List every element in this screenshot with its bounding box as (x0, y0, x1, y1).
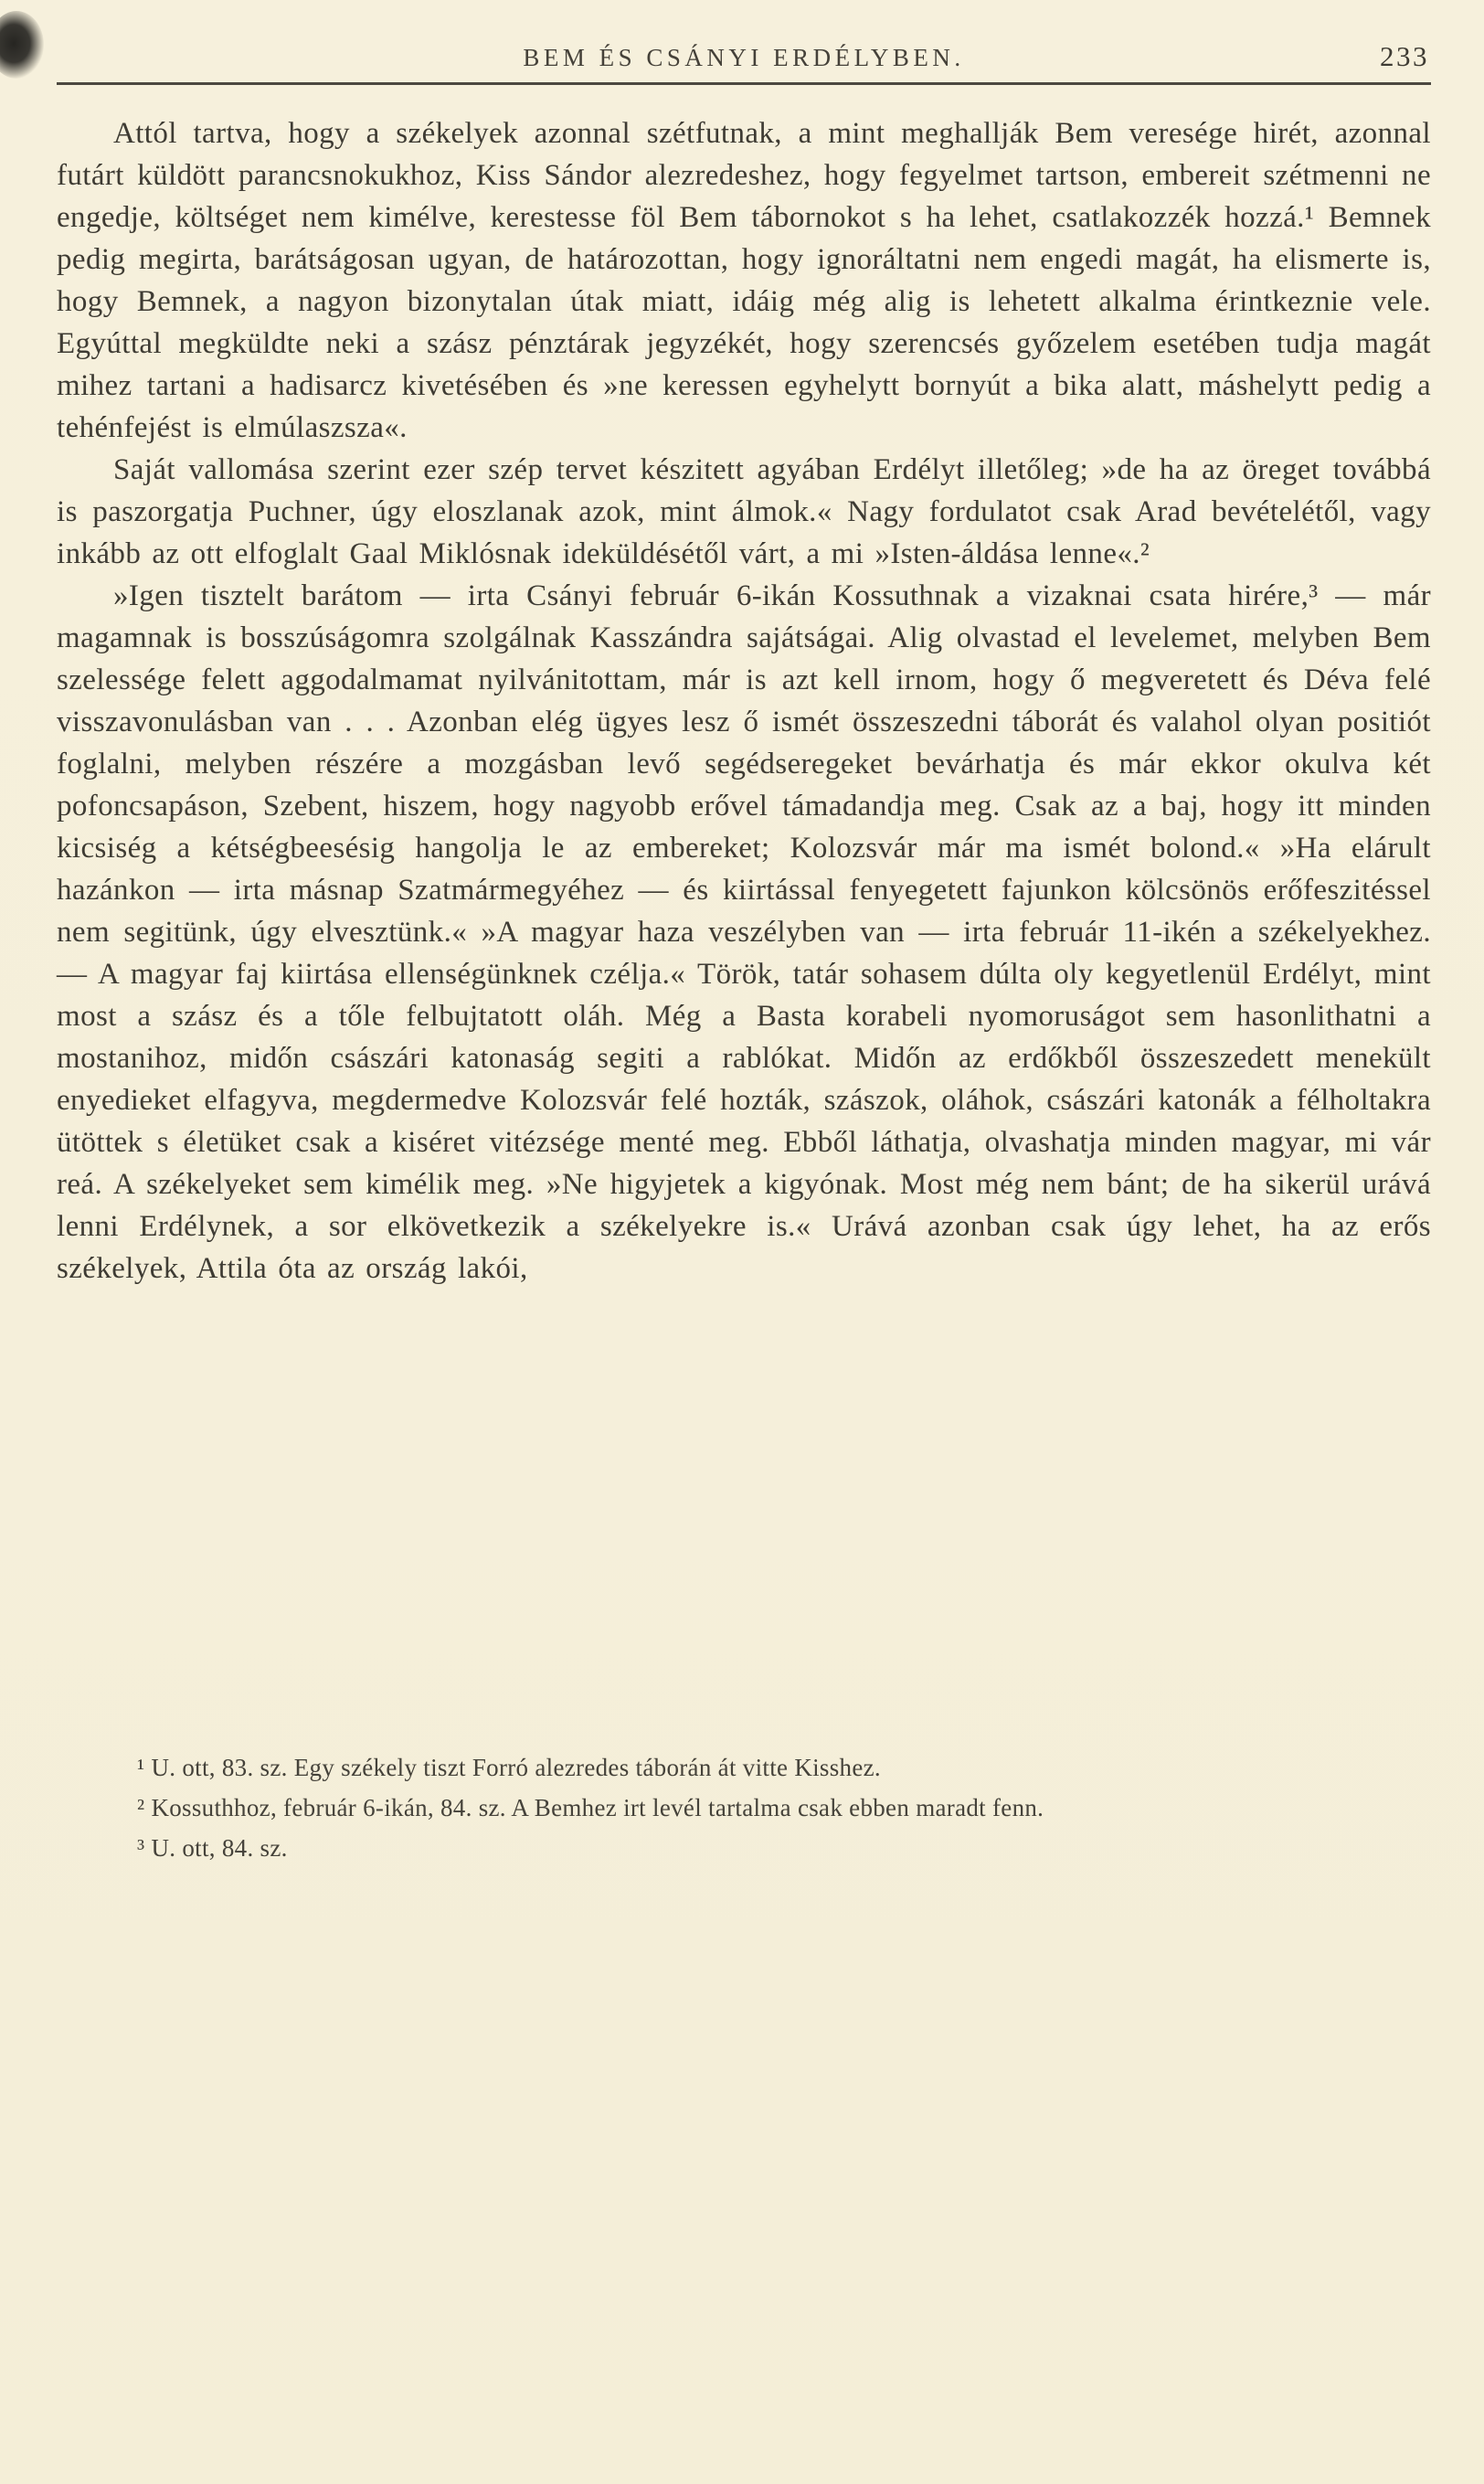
paragraph-2: Saját vallomása szerint ezer szép tervet készitett agyában Erdélyt illetőleg; »de ha az öreget továbbá is paszorgatja Puchner, úgy eloszlanak azok, mint álmok.« Nagy fordulatot csak Arad bevételétől, vagy inkább az ott elfoglalt Gaal Miklósnak ideküldésétől várt, a mi »Isten-áldása lenne«.² (57, 453, 1431, 570)
running-title: BEM ÉS CSÁNYI ERDÉLYBEN. (523, 44, 965, 71)
page-header (57, 42, 1431, 79)
paragraph-1: Attól tartva, hogy a székelyek azonnal szétfutnak, a mint meghallják Bem veresége hirét, azonnal futárt küldött parancsnokukhoz, Kiss Sándor alezredeshez, hogy fegyelmet tartson, embereit szétmenni ne engedje, költséget nem kimélve, kerestesse föl Bem tábornokot s ha lehet, csatlakozzék hozzá.¹ Bemnek pedig megirta, barátságosan ugyan, de határozottan, hogy ignoráltatni nem engedi magát, ha elismerte is, hogy Bemnek, a nagyon bizonytalan útak miatt, idáig még alig is lehetett alkalma érintkeznie vele. Egyúttal megküldte neki a szász pénztárak jegyzékét, hogy szerencsés győzelem esetében tudja magát mihez tartani a hadisarcz kivetésében és »ne keressen egyhelytt bornyút a bika alatt, máshelytt pedig a tehénfejést is elmúlaszsza«. (57, 117, 1431, 444)
header-rule (57, 82, 1431, 85)
footnotes (57, 1747, 1431, 1868)
scan-blemish (0, 11, 44, 79)
body-text (57, 112, 1431, 1290)
footnote-3: ³ U. ott, 84. sz. (137, 1834, 288, 1862)
paragraph-3: »Igen tisztelt barátom — irta Csányi február 6-ikán Kossuthnak a vizaknai csata hirére,³ — már magamnak is bosszúságomra szolgálnak Kasszándra sajátságai. Alig olvastad el levelemet, melyben Bem szelessége felett aggodalmamat nyilvánitottam, már is azt kell irnom, hogy ő megveretett és Déva felé visszavonulásban van . . . Azonban elég ügyes lesz ő ismét összeszedni táborát és valahol olyan positiót foglalni, melyben részére a mozgásban levő segédseregeket bevárhatja és már ekkor okulva két pofoncsapáson, Szebent, hiszem, hogy nagyobb erővel támadandja meg. Csak az a baj, hogy itt minden kicsiség a kétségbeesésig hangolja le az embereket; Kolozsvár már ma ismét bolond.« »Ha elárult hazánkon — irta másnap Szatmármegyéhez — és kiirtással fenyegetett fajunkon kölcsönös erőfeszitéssel nem segitünk, úgy elvesztünk.« »A magyar haza veszélyben van — irta február 11-ikén a székelyekhez. — A magyar faj kiirtása ellenségünknek czélja.« Török, tatár sohasem dúlta oly kegyetlenül Erdélyt, mint most a szász és a tőle felbujtatott oláh. Még a Basta korabeli nyomoruságot sem hasonlithatni a mostanihoz, midőn császári katonaság segiti a rablókat. Midőn az erdőkből összeszedett menekült enyedieket elfagyva, megdermedve Kolozsvár felé hozták, szászok, oláhok, császári katonák a félholtakra ütöttek s életüket csak a kiséret vitézsége menté meg. Ebből láthatja, olvashatja minden magyar, mi vár reá. A székelyeket sem kimélik meg. »Ne higyjetek a kigyónak. Most még nem bánt; de ha sikerül urává lenni Erdélynek, a sor elkövetkezik a székelyekre is.« Urává azonban csak úgy lehet, ha az erős székelyek, Attila óta az ország lakói, (57, 579, 1431, 1285)
footnote-2: ² Kossuthhoz, február 6-ikán, 84. sz. A Bemhez irt levél tartalma csak ebben maradt fenn. (137, 1794, 1044, 1821)
footnote-1: ¹ U. ott, 83. sz. Egy székely tiszt Forró alezredes táborán át vitte Kisshez. (137, 1754, 881, 1781)
page-number: 233 (1380, 40, 1429, 72)
